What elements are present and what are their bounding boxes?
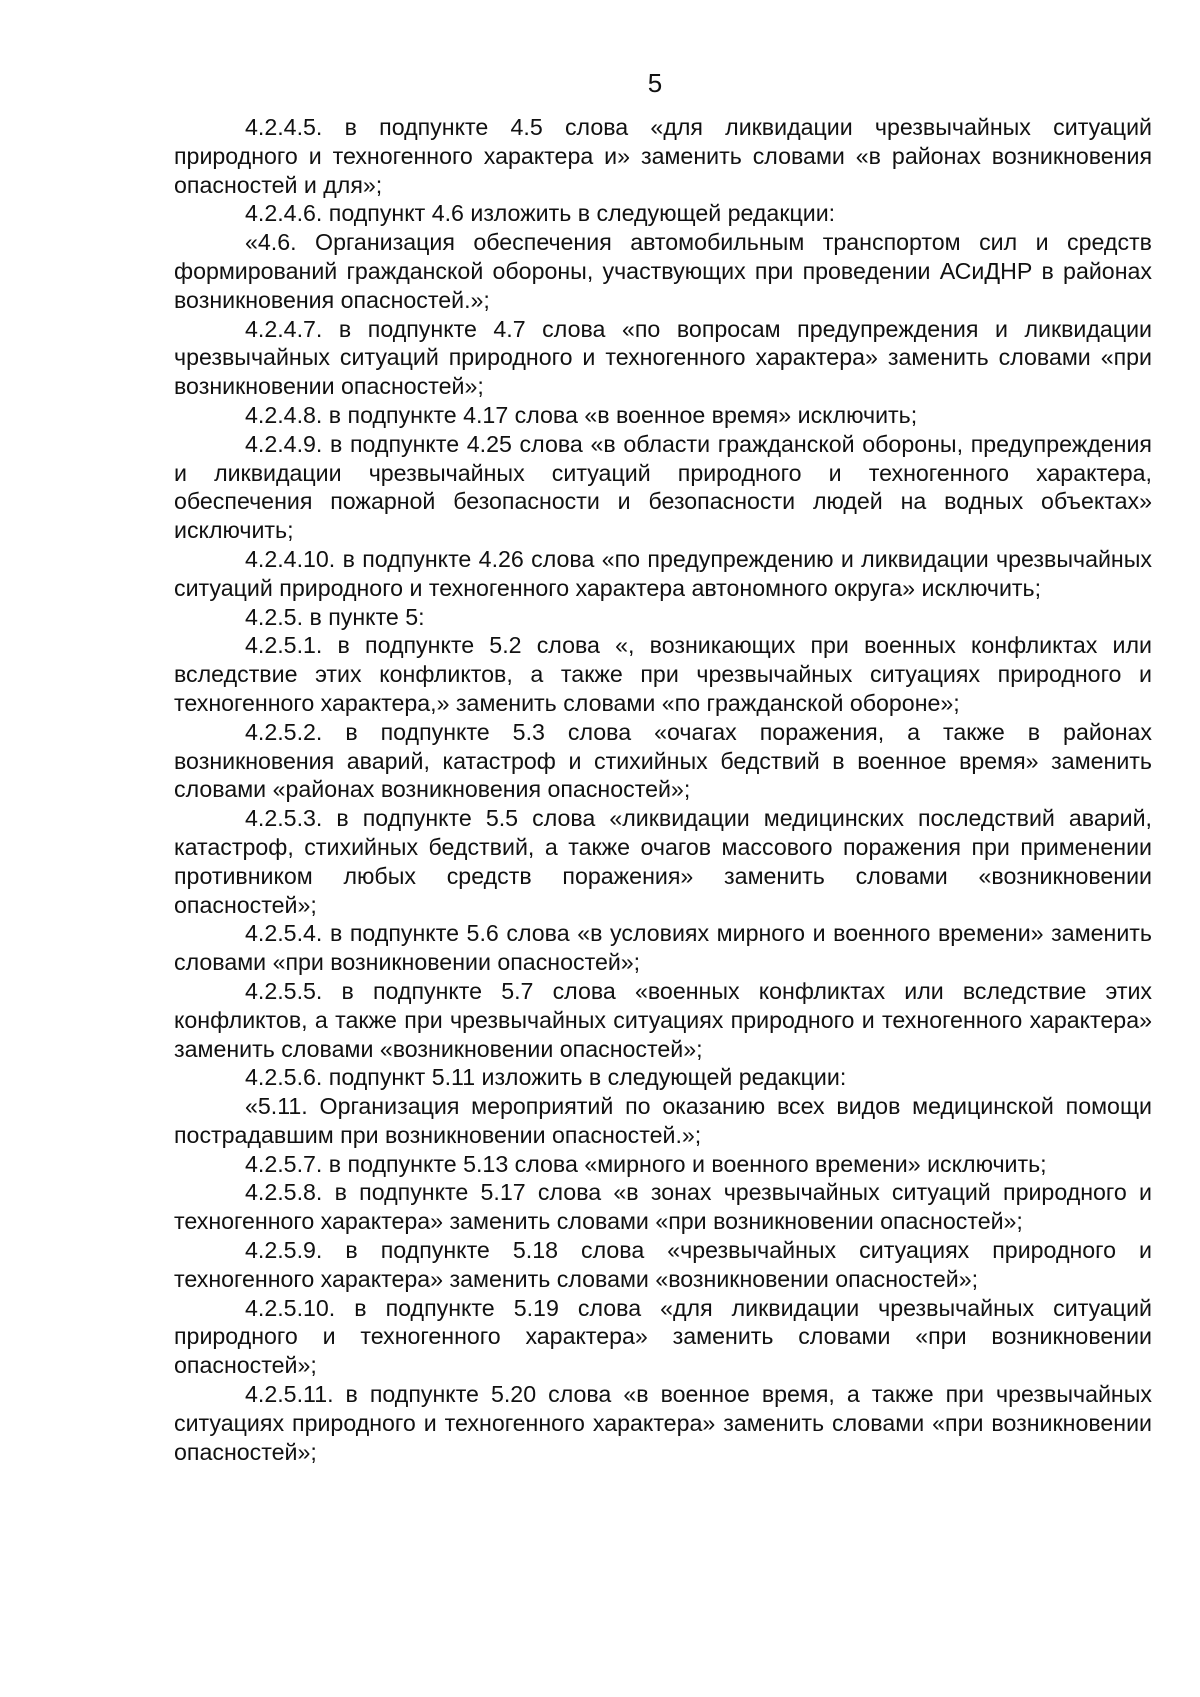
paragraph-4-2-4-7: 4.2.4.7. в подпункте 4.7 слова «по вопросам предупреждения и ликвидации чрезвычайных ситуаций природного и техногенного характера» заменить словами «при возникновении опасностей»; xyxy=(174,315,1152,400)
paragraph-4-2-5-9: 4.2.5.9. в подпункте 5.18 слова «чрезвычайных ситуациях природного и техногенного характера» заменить словами «возникновении опасностей»; xyxy=(174,1237,1152,1292)
paragraph-4-2-4-9: 4.2.4.9. в подпункте 4.25 слова «в области гражданской обороны, предупреждения и ликвидации чрезвычайных ситуаций природного и техногенного характера, обеспечения пожарной безопасности и безопасности людей на водных объектах» исключить; xyxy=(174,430,1152,544)
paragraph-4-2-5-2: 4.2.5.2. в подпункте 5.3 слова «очагах поражения, а также в районах возникновения аварий, катастроф и стихийных бедствий в военное время» заменить словами «районах возникновения опасностей»; xyxy=(174,718,1152,803)
paragraph-4-2-4-6: 4.2.4.6. подпункт 4.6 изложить в следующей редакции: xyxy=(245,200,836,227)
paragraph-4-2-5-6: 4.2.5.6. подпункт 5.11 изложить в следующей редакции: xyxy=(245,1064,847,1091)
paragraph-4-2-5-8: 4.2.5.8. в подпункте 5.17 слова «в зонах чрезвычайных ситуаций природного и техногенного характера» заменить словами «при возникновении опасностей»; xyxy=(174,1179,1152,1235)
paragraph-4-2-4-8: 4.2.4.8. в подпункте 4.17 слова «в военное время» исключить; xyxy=(245,401,918,428)
paragraph-4-2-5-4: 4.2.5.4. в подпункте 5.6 слова «в условиях мирного и военного времени» заменить словами «при возникновении опасностей»; xyxy=(174,920,1152,976)
paragraph-quote-4-6: «4.6. Организация обеспечения автомобильным транспортом сил и средств формирований гражданской обороны, участвующих при проведении АСиДНР в районах возникновения опасностей.»; xyxy=(174,229,1152,313)
paragraph-4-2-5-5: 4.2.5.5. в подпункте 5.7 слова «военных конфликтах или вследствие этих конфликтов, а также при чрезвычайных ситуациях природного и техногенного характера» заменить словами «возникновении опасностей»; xyxy=(174,977,1152,1062)
paragraph-4-2-5: 4.2.5. в пункте 5: xyxy=(245,603,425,630)
paragraph-4-2-5-7: 4.2.5.7. в подпункте 5.13 слова «мирного и военного времени» исключить; xyxy=(245,1150,1047,1177)
paragraph-4-2-5-10: 4.2.5.10. в подпункте 5.19 слова «для ликвидации чрезвычайных ситуаций природного и техногенного характера» заменить словами «при возникновении опасностей»; xyxy=(174,1294,1152,1379)
paragraph-4-2-5-1: 4.2.5.1. в подпункте 5.2 слова «, возникающих при военных конфликтах или вследствие этих конфликтов, а также при чрезвычайных ситуациях природного и техногенного характера,» заменить словами «по гражданской обороне»; xyxy=(174,632,1152,716)
paragraph-4-2-4-10: 4.2.4.10. в подпункте 4.26 слова «по предупреждению и ликвидации чрезвычайных ситуаций природного и техногенного характера автономного округа» исключить; xyxy=(174,545,1152,601)
page-number: 5 xyxy=(647,68,663,98)
paragraph-4-2-5-11: 4.2.5.11. в подпункте 5.20 слова «в военное время, а также при чрезвычайных ситуациях природного и техногенного характера» заменить словами «при возникновении опасностей»; xyxy=(174,1381,1152,1465)
paragraph-quote-5-11: «5.11. Организация мероприятий по оказанию всех видов медицинской помощи пострадавшим при возникновении опасностей.»; xyxy=(174,1093,1152,1148)
paragraph-4-2-5-3: 4.2.5.3. в подпункте 5.5 слова «ликвидации медицинских последствий аварий, катастроф, стихийных бедствий, а также очагов массового поражения при применении противником любых средств поражения» заменить словами «возникновении опасностей»; xyxy=(174,805,1152,918)
document-body xyxy=(174,113,1152,1466)
paragraph-4-2-4-5: 4.2.4.5. в подпункте 4.5 слова «для ликвидации чрезвычайных ситуаций природного и техногенного характера и» заменить словами «в районах возникновения опасностей и для»; xyxy=(174,114,1152,198)
